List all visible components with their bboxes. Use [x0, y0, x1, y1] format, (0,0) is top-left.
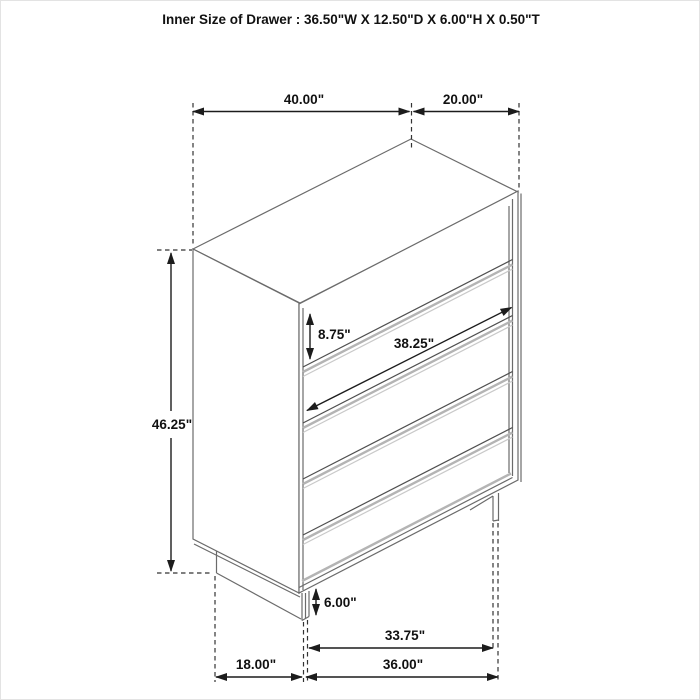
dim-label-drawer-height: 8.75"	[318, 327, 351, 342]
cabinet-drawing	[193, 139, 521, 621]
dim-label-top-depth: 20.00"	[442, 92, 484, 107]
dim-label-drawer-width: 38.25"	[393, 336, 435, 351]
dim-label-overall-height: 46.25"	[151, 417, 193, 432]
cabinet-left-panel	[193, 249, 299, 593]
dim-label-top-width: 40.00"	[283, 92, 325, 107]
dim-label-clearance: 6.00"	[324, 595, 357, 610]
dim-label-base-width: 36.00"	[382, 657, 424, 672]
dim-label-leg-span: 33.75"	[384, 628, 426, 643]
dimension-diagram	[1, 1, 700, 700]
right-leg-bottom	[493, 520, 499, 521]
dim-label-base-depth: 18.00"	[235, 657, 277, 672]
diagram-title: Inner Size of Drawer : 36.50"W X 12.50"D X 6.00"H X 0.50"T	[162, 12, 540, 27]
